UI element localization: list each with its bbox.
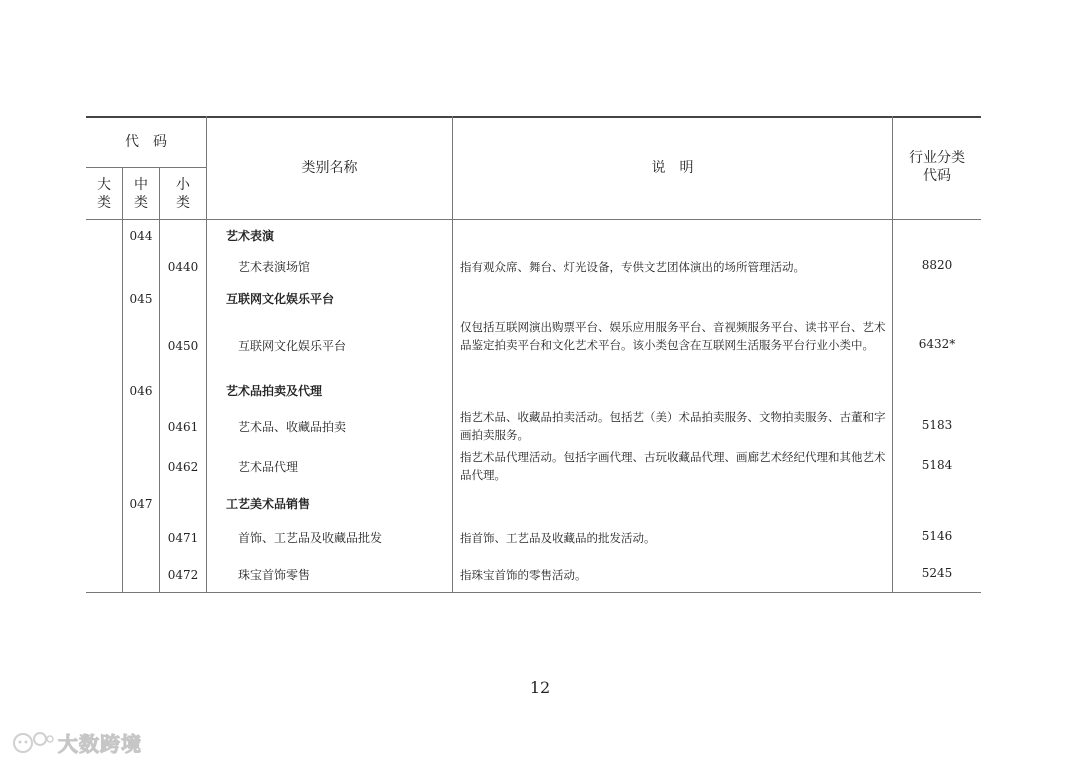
header-bottom-rule xyxy=(86,219,981,220)
row-description: 指艺术品代理活动。包括字画代理、古玩收藏品代理、画廊艺术经纪代理和其他艺术品代理。 xyxy=(460,450,886,482)
header-description: 说 明 xyxy=(651,160,694,176)
row-description: 指首饰、工艺品及收藏品的批发活动。 xyxy=(460,531,656,545)
row-medium-code: 046 xyxy=(129,384,153,398)
table-top-rule xyxy=(86,116,981,118)
watermark xyxy=(12,728,142,757)
row-description: 指珠宝首饰的零售活动。 xyxy=(460,568,587,582)
header-industry-code: 行业分类 代码 xyxy=(909,150,965,184)
watermark-text: 大数跨境 xyxy=(58,732,142,756)
header-medium: 中 类 xyxy=(134,177,148,211)
col-divider-name xyxy=(452,116,453,593)
row-minor-code: 0471 xyxy=(167,531,199,545)
row-description: 指有观众席、舞台、灯光设备，专供文艺团体演出的场所管理活动。 xyxy=(460,260,805,274)
table-bottom-rule xyxy=(86,592,981,593)
page-number: 12 xyxy=(529,678,551,697)
classification-table xyxy=(86,116,981,594)
row-medium-code: 047 xyxy=(129,497,153,511)
row-industry-code: 5183 xyxy=(921,418,953,432)
chat-bubble-logo-icon xyxy=(12,730,54,756)
row-description: 指艺术品、收藏品拍卖活动。包括艺（美）术品拍卖服务、文物拍卖服务、古董和字画拍卖服务。 xyxy=(460,410,886,442)
row-category-name: 互联网文化娱乐平台 xyxy=(238,339,347,353)
row-category-name: 艺术表演 xyxy=(226,229,275,243)
header-major: 大 类 xyxy=(97,177,111,211)
row-category-name: 艺术品代理 xyxy=(238,460,299,474)
row-category-name: 珠宝首饰零售 xyxy=(238,568,311,582)
row-industry-code: 6432* xyxy=(918,337,956,351)
row-medium-code: 045 xyxy=(129,292,153,306)
row-industry-code: 8820 xyxy=(921,258,953,272)
code-group-rule xyxy=(86,167,206,168)
row-category-name: 艺术品、收藏品拍卖 xyxy=(238,420,347,434)
row-medium-code: 044 xyxy=(129,229,153,243)
row-category-name: 工艺美术品销售 xyxy=(226,497,311,511)
row-minor-code: 0440 xyxy=(167,260,199,274)
row-description: 仅包括互联网演出购票平台、娱乐应用服务平台、音视频服务平台、读书平台、艺术品鉴定拍卖平台和文化艺术平台。该小类包含在互联网生活服务平台行业小类中。 xyxy=(460,320,886,352)
row-minor-code: 0461 xyxy=(167,420,199,434)
col-divider-desc xyxy=(892,116,893,593)
header-code-group: 代 码 xyxy=(125,134,167,150)
col-divider-minor xyxy=(206,116,207,593)
row-industry-code: 5245 xyxy=(921,566,953,580)
row-category-name: 首饰、工艺品及收藏品批发 xyxy=(238,531,383,545)
row-minor-code: 0450 xyxy=(167,339,199,353)
row-industry-code: 5146 xyxy=(921,529,953,543)
row-category-name: 艺术表演场馆 xyxy=(238,260,311,274)
header-minor: 小 类 xyxy=(176,177,190,211)
row-industry-code: 5184 xyxy=(921,458,953,472)
row-category-name: 艺术品拍卖及代理 xyxy=(226,384,323,398)
header-category-name: 类别名称 xyxy=(301,160,358,176)
row-category-name: 互联网文化娱乐平台 xyxy=(226,292,335,306)
row-minor-code: 0462 xyxy=(167,460,199,474)
row-minor-code: 0472 xyxy=(167,568,199,582)
